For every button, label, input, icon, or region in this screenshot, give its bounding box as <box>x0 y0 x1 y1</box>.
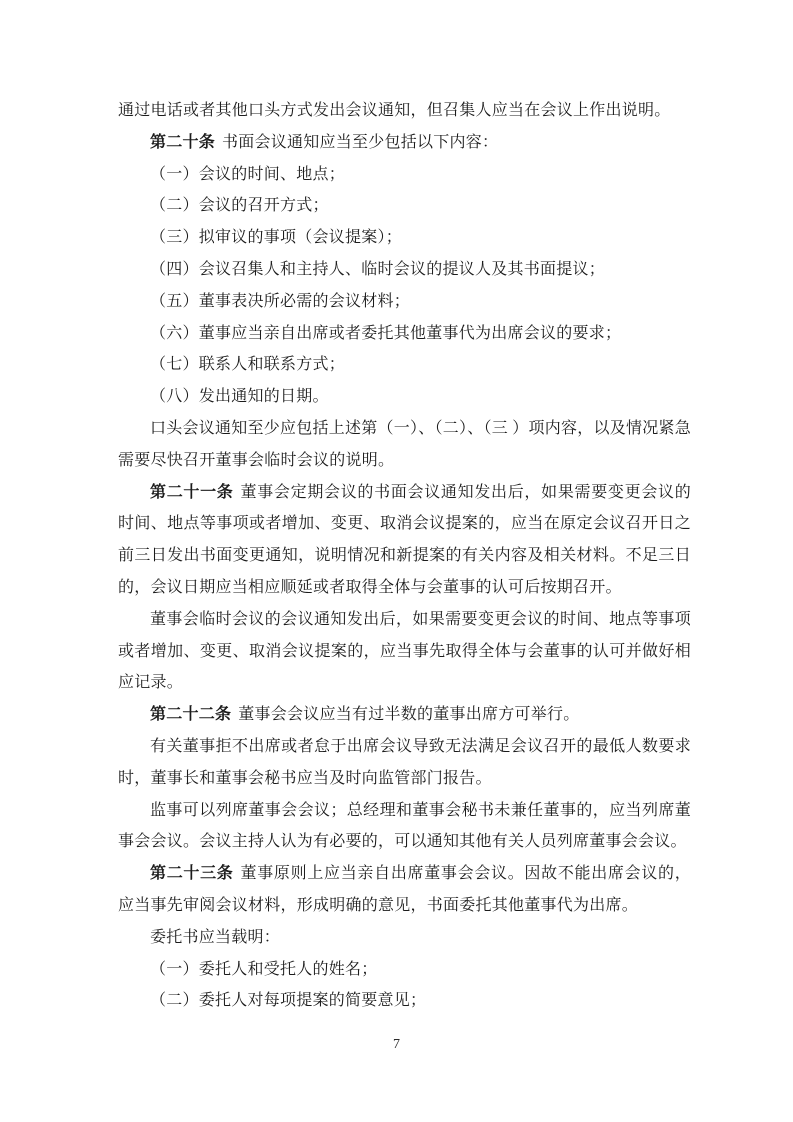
article-number: 第二十条 <box>150 133 216 151</box>
paragraph-text: 通过电话或者其他口头方式发出会议通知，但召集人应当在会议上作出说明。 <box>118 102 671 119</box>
article-number: 第二十三条 <box>150 865 234 883</box>
paragraph-text: 董事会临时会议的会议通知发出后，如果需要变更会议的时间、地点等事项或者增加、变更、取消会议提案的，应当事先取得全体与会董事的认可并做好相应记录。 <box>118 610 691 692</box>
document-body <box>118 95 691 1017</box>
paragraph-text: 口头会议通知至少应包括上述第（一）、（二）、（三 ）项内容，以及情况紧急需要尽快召开董事会临时会议的说明。 <box>118 419 692 469</box>
paragraph-text: 有关董事拒不出席或者怠于出席会议导致无法满足会议召开的最低人数要求时，董事长和董事会秘书应当及时向监管部门报告。 <box>118 737 691 787</box>
body-paragraph <box>118 413 691 477</box>
body-paragraph <box>118 381 691 413</box>
body-paragraph <box>118 795 691 859</box>
paragraph-text: （五）董事表决所必需的会议材料； <box>150 292 411 310</box>
paragraph-text: （八）发出通知的日期。 <box>150 388 329 406</box>
article-paragraph <box>118 127 691 159</box>
article-paragraph <box>118 477 691 604</box>
paragraph-text: （一）委托人和受托人的姓名； <box>150 960 378 978</box>
paragraph-text: 董事会定期会议的书面会议通知发出后，如果需要变更会议的时间、地点等事项或者增加、变更、取消会议提案的，应当在原定会议召开日之前三日发出书面变更通知，说明情况和新提案的有关内容及相关材料。不足三日的，会议日期应当相应顺延或者取得全体与会董事的认可后按期召开。 <box>118 483 691 596</box>
body-paragraph <box>118 254 691 286</box>
paragraph-text: （二）委托人对每项提案的简要意见； <box>150 992 427 1010</box>
body-paragraph <box>118 222 691 254</box>
paragraph-text: （三）拟审议的事项（会议提案）； <box>150 229 403 247</box>
paragraph-text: 委托书应当载明： <box>150 928 281 946</box>
body-paragraph <box>118 286 691 318</box>
body-paragraph <box>118 985 691 1017</box>
paragraph-text: 监事可以列席董事会会议；总经理和董事会秘书未兼任董事的，应当列席董事会会议。会议主持人认为有必要的，可以通知其他有关人员列席董事会会议。 <box>118 801 691 851</box>
body-paragraph <box>118 349 691 381</box>
body-paragraph <box>118 731 691 795</box>
article-number: 第二十一条 <box>150 483 234 501</box>
paragraph-text: 书面会议通知应当至少包括以下内容： <box>222 133 499 151</box>
body-paragraph <box>118 922 691 954</box>
article-paragraph <box>118 858 691 922</box>
article-number: 第二十二条 <box>150 706 232 724</box>
body-paragraph <box>118 95 691 127</box>
body-paragraph <box>118 159 691 191</box>
body-paragraph <box>118 190 691 222</box>
article-paragraph <box>118 699 691 731</box>
paragraph-text: （一）会议的时间、地点； <box>150 165 346 183</box>
paragraph-text: （七）联系人和联系方式； <box>150 356 346 374</box>
paragraph-text: （六）董事应当亲自出席或者委托其他董事代为出席会议的要求； <box>150 324 622 342</box>
page-number: 7 <box>393 1037 400 1052</box>
body-paragraph <box>118 954 691 986</box>
paragraph-text: 董事会会议应当有过半数的董事出席方可举行。 <box>238 706 580 724</box>
page-footer <box>0 1036 793 1054</box>
body-paragraph <box>118 318 691 350</box>
paragraph-text: （四）会议召集人和主持人、临时会议的提议人及其书面提议； <box>150 260 606 278</box>
paragraph-text: 董事原则上应当亲自出席董事会会议。因故不能出席会议的，应当事先审阅会议材料，形成明确的意见，书面委托其他董事代为出席。 <box>118 865 691 914</box>
paragraph-text: （二）会议的召开方式； <box>150 197 329 215</box>
body-paragraph <box>118 604 691 699</box>
